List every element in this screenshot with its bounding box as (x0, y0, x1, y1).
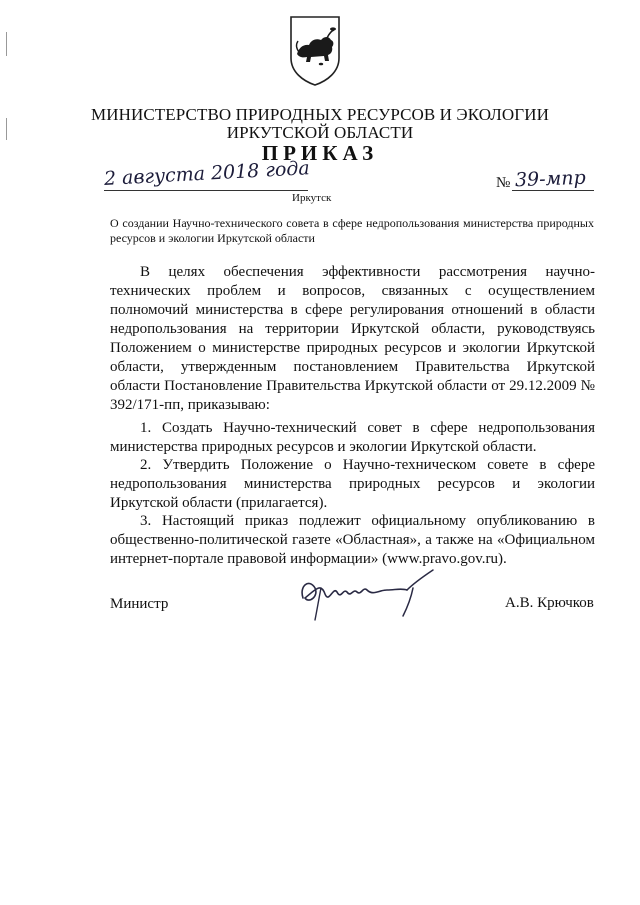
handwritten-order-number: 39-мпр (514, 166, 587, 192)
order-subject: О создании Научно-технического совета в сфере недропользования министерства природных ресурсов и экологии Иркутской области (110, 216, 594, 245)
date-underline (104, 190, 308, 191)
ministry-name-line1: МИНИСТЕРСТВО ПРИРОДНЫХ РЕСУРСОВ И ЭКОЛОГИИ (91, 105, 549, 124)
document-type-title: ПРИКАЗ (261, 141, 379, 165)
city-label: Иркутск (292, 192, 332, 204)
handwritten-signature-icon (295, 568, 445, 622)
order-item-2: 2. Утвердить Положение о Научно-техническом совете в сфере недропользования министерства природных ресурсов и экологии Иркутской области (прилагается). (110, 457, 595, 511)
order-item-3: 3. Настоящий приказ подлежит официальному опубликованию в общественно-политической газете «Областная», а также на «Официальном интернет-портале правовой информации» (www.pravo.gov.ru). (110, 513, 595, 567)
number-sign: № (496, 175, 511, 191)
signatory-title: Министр (110, 596, 169, 612)
intro-paragraph: В целях обеспечения эффективности рассмотрения научно-технических проблем и вопросов, связанных с осуществлением полномочий министерства в сфере регулирования отношений в области недропользования на территории Иркутской области, руководствуясь Положением о министерстве природных ресурсов и экологии Иркутской области, утвержденным постановлением Правительства Иркутской области Постановление Правительства Иркутской области от 29.12.2009 № 392/171-пп, приказываю: (110, 264, 595, 413)
signatory-name: А.В. Крючков (505, 595, 594, 611)
order-item-1: 1. Создать Научно-технический совет в сфере недропользования министерства природных ресурсов и экологии Иркутской области. (110, 420, 595, 455)
number-underline (512, 190, 594, 191)
ministry-name-line2: ИРКУТСКОЙ ОБЛАСТИ (226, 123, 414, 142)
handwritten-date: 2 августа 2018 года (103, 157, 311, 190)
coat-of-arms-icon (287, 14, 343, 88)
scan-artifact (6, 32, 7, 56)
